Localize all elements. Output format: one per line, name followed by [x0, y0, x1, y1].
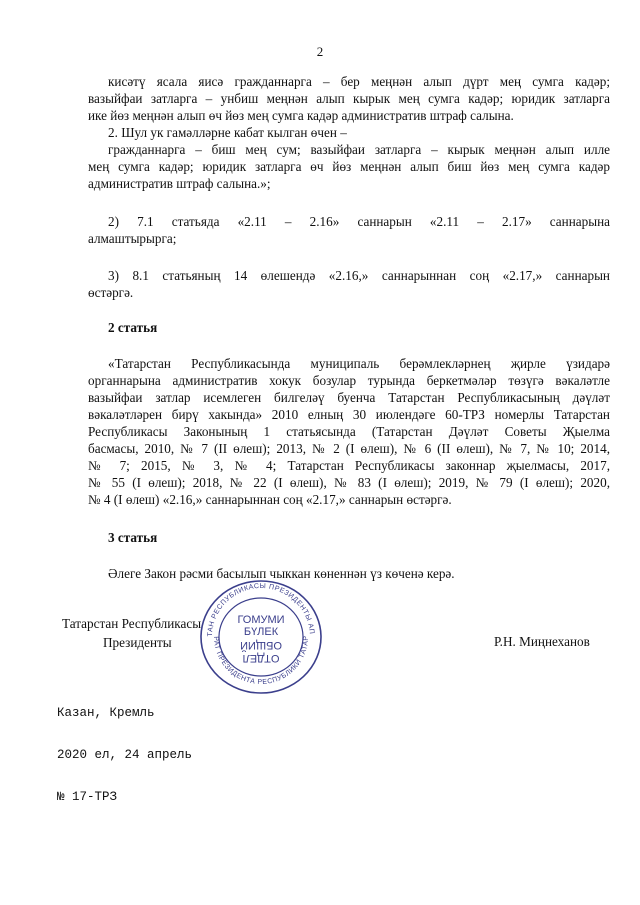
document-footer	[57, 678, 192, 832]
stamp-line-4: ОТДЕЛ	[242, 652, 280, 664]
stamp-line-1: ГОМУМИ	[237, 614, 285, 626]
text-line: 3) 8.1 статьяның 14 өлешендә «2.16,» саннарыннан соң «2.17,» саннарын	[108, 268, 610, 283]
page-number: 2	[316, 44, 324, 59]
signatory-title	[62, 614, 201, 652]
article-2-body	[88, 355, 610, 508]
text-line: административ штраф салына.»;	[88, 176, 271, 191]
text-line: кисәтү ясала яисә гражданнарга – бер меңнән алып дүрт мең сумга кадәр;	[108, 74, 610, 89]
text-line: № 55 (I өлеш); 2018, № 22 (I өлеш), № 83 (I өлеш); 2019, № 79 (I өлеш); 2020,	[88, 475, 610, 490]
signatory-title-line-2: Президенты	[103, 635, 172, 650]
text-line: органнарына административ хокук бозулар турында беркетмәләр төзүгә вәкаләтле	[88, 373, 610, 388]
stamp-ring-top-text: ТАН РЕСПУБЛИКАСЫ ПРЕЗИДЕНТЫ АП	[206, 582, 315, 637]
amendment-item-2	[88, 213, 610, 247]
text-line: мең сумга кадәр; юридик затларга өч йөз меңнән алып биш йөз мең сумга кадәр	[88, 159, 610, 174]
text-line: «Татарстан Республикасында муниципаль берәмлекләрнең җирле үзидарә	[108, 356, 610, 371]
text-line: вазыйфаи затлар исемлеген билгеләү буенча Татарстан Республикасының дәүләт	[88, 390, 610, 405]
text-line: Әлеге Закон рәсми басылып чыккан көненнән үз көченә керә.	[108, 566, 455, 581]
amendment-item-3	[88, 267, 610, 301]
text-line: № 4 (I өлеш) «2.16,» саннарыннан соң «2.17,» саннарын өстәргә.	[88, 492, 452, 507]
signatory-name: Р.Н. Миңнеханов	[494, 634, 590, 649]
text-line: 2. Шул ук гамәлләрне кабат кылган өчен –	[108, 125, 347, 140]
text-line: 2) 7.1 статьяда «2.11 – 2.16» саннарын «2.11 – 2.17» саннарына	[108, 214, 610, 229]
stamp-line-3: ОБЩИЙ	[240, 639, 282, 651]
stamp-seal-icon	[196, 577, 326, 695]
sanction-paragraph-2	[88, 124, 610, 192]
article-2-heading: 2 статья	[108, 320, 158, 335]
text-line: вазыйфаи затларга – унбиш меңнән алып кырык мең сумга кадәр; юридик затларга	[88, 91, 610, 106]
stamp-ring-bottom-text: РАТ ПРЕЗИДЕНТА РЕСПУБЛИКИ ТАТАР	[211, 635, 311, 687]
text-line: өстәргә.	[88, 285, 134, 300]
signatory-title-line-1: Татарстан Республикасы	[62, 616, 202, 631]
official-stamp	[196, 577, 326, 700]
text-line: алмаштырырга;	[88, 231, 177, 246]
article-3-body	[88, 565, 610, 582]
stamp-line-2: БҮЛЕК	[243, 626, 279, 638]
text-line: Республикасы Законының 1 статьясында (Татарстан Дәүләт Советы Җыелма	[88, 424, 610, 439]
article-3-heading: 3 статья	[108, 530, 158, 545]
text-line: вәкаләтләрен бирү хакында» 2010 елның 30 июлендәге 60-ТРЗ номерлы Татарстан	[88, 407, 610, 422]
sanction-paragraph-1	[88, 73, 610, 124]
text-line: ике йөз меңнән алып өч йөз мең сумга кадәр административ штраф салына.	[88, 108, 514, 123]
text-line: № 7; 2015, № 3, № 4; Татарстан Республикасы законнар җыелмасы, 2017,	[88, 458, 610, 473]
text-line: басмасы, 2010, № 7 (II өлеш); 2013, № 2 (I өлеш), № 6 (II өлеш), № 7, № 10; 2014,	[88, 441, 610, 456]
text-line: гражданнарга – биш мең сум; вазыйфаи затларга – кырык меңнән алып илле	[108, 142, 610, 157]
issue-place: Казан, Кремль	[57, 706, 155, 720]
law-number: № 17-ТРЗ	[57, 790, 118, 804]
issue-date: 2020 ел, 24 апрель	[57, 748, 193, 762]
